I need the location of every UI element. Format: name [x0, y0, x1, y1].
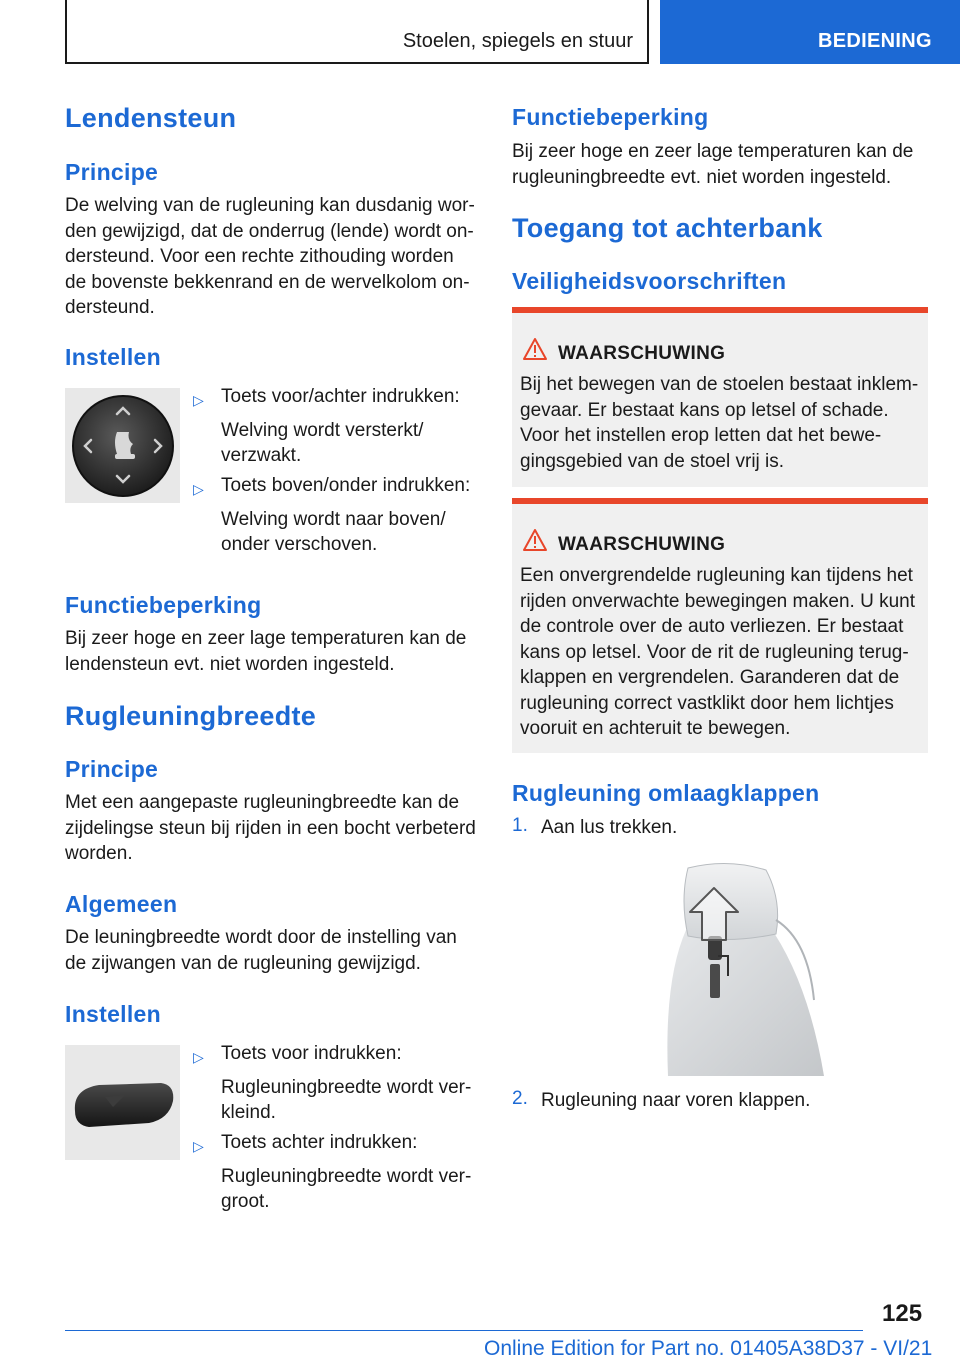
text-line: Bij zeer hoge en zeer lage temperaturen kan de: [512, 141, 914, 162]
text-line: rugleuning correct vastklikt door hem lichtjes: [520, 692, 894, 714]
heading-lendensteun: Lendensteun: [65, 103, 237, 133]
width-switch-image: [65, 1045, 180, 1160]
text-line: de zijwangen van de rugleuning gewijzigd.: [65, 952, 421, 974]
warning-triangle-icon: [522, 337, 548, 361]
bullet-label: Toets voor indrukken:: [221, 1043, 402, 1064]
text-line: De leuningbreedte wordt door de instelling van: [65, 927, 457, 948]
paragraph-algemeen: [65, 925, 457, 976]
text-line: dersteund.: [65, 297, 155, 318]
step-number: 2.: [512, 1088, 528, 1109]
lumbar-switch-image: [65, 388, 180, 503]
bullet-icon: ▷: [193, 1138, 204, 1154]
bullet-result-line: kleind.: [221, 1102, 276, 1123]
bullet-label: Toets voor/achter indrukken:: [221, 386, 460, 407]
bullet-item: [221, 1041, 481, 1126]
bullet-result-line: Rugleuningbreedte wordt ver-: [221, 1165, 472, 1187]
heading-toegang-achterbank: Toegang tot achterbank: [512, 213, 823, 243]
heading-algemeen: Algemeen: [65, 891, 178, 917]
footer-divider: [65, 1330, 863, 1331]
heading-veiligheidsvoorschriften: Veiligheidsvoorschriften: [512, 268, 787, 294]
heading-principe-1: Principe: [65, 159, 159, 185]
step-text: Aan lus trekken.: [541, 817, 678, 838]
heading-functiebeperking-1: Functiebeperking: [65, 592, 262, 618]
step-number: 1.: [512, 815, 528, 836]
bullet-label: Toets achter indrukken:: [221, 1132, 418, 1153]
step-text: Rugleuning naar voren klappen.: [541, 1090, 811, 1111]
text-line: vooruit en achteruit te bewegen.: [520, 718, 791, 739]
seat-backrest-release-icon: [568, 860, 832, 1076]
bullet-item: [221, 473, 481, 558]
heading-principe-2: Principe: [65, 756, 159, 782]
paragraph-lendensteun-principe: [65, 193, 475, 321]
text-line: Met een aangepaste rugleuningbreedte kan de: [65, 792, 460, 813]
text-line: Een onvergrendelde rugleuning kan tijdens het: [520, 565, 913, 586]
text-line: rijden onverwachte bewegingen maken. U kunt: [520, 590, 916, 612]
warning-title: WAARSCHUWING: [558, 534, 726, 555]
heading-rugleuning-omlaagklappen: Rugleuning omlaagklappen: [512, 780, 820, 806]
lumbar-four-way-switch-icon: [65, 388, 180, 503]
paragraph-rugleuningbreedte-principe: [65, 790, 476, 867]
text-line: gevaar. Er bestaat kans op letsel of schade.: [520, 399, 889, 421]
bullet-result-line: groot.: [221, 1191, 270, 1212]
seat-release-photo: [568, 860, 832, 1076]
warning-title: WAARSCHUWING: [558, 343, 726, 364]
text-line: worden.: [65, 843, 133, 864]
bullet-result-line: Welving wordt versterkt/: [221, 419, 424, 441]
bullet-result-line: verzwakt.: [221, 445, 302, 466]
warning-text: [520, 563, 924, 742]
text-line: rugleuningbreedte evt. niet worden ingesteld.: [512, 166, 892, 188]
text-line: zijdelingse steun bij rijden in een bocht verbeterd: [65, 817, 476, 839]
text-line: den gewijzigd, dat de onderrug (lende) wordt on-: [65, 220, 474, 242]
edition-footer[interactable]: Online Edition for Part no. 01405A38D37 - VI/21: [484, 1337, 933, 1360]
bullet-icon: ▷: [193, 392, 204, 408]
text-line: gingsgebied van de stoel vrij is.: [520, 450, 785, 472]
text-line: klappen en vergrendelen. Garanderen dat de: [520, 667, 900, 688]
heading-instellen-1: Instellen: [65, 344, 162, 370]
header-section-title: Stoelen, spiegels en stuur: [402, 30, 633, 52]
bullet-item: [221, 1130, 481, 1215]
heading-functiebeperking-2: Functiebeperking: [512, 104, 709, 130]
text-line: Bij zeer hoge en zeer lage temperaturen kan de: [65, 628, 467, 649]
text-line: lendensteun evt. niet worden ingesteld.: [65, 653, 395, 675]
warning-box-2: [512, 498, 928, 753]
bullet-icon: ▷: [193, 1049, 204, 1065]
bullet-result-line: Welving wordt naar boven/: [221, 508, 446, 530]
bullet-result-line: Rugleuningbreedte wordt ver-: [221, 1076, 472, 1098]
warning-triangle-icon: [522, 528, 548, 552]
heading-rugleuningbreedte: Rugleuningbreedte: [65, 701, 317, 731]
bullet-icon: ▷: [193, 481, 204, 497]
bullet-result-line: onder verschoven.: [221, 534, 378, 555]
text-line: De welving van de rugleuning kan dusdanig wor-: [65, 195, 475, 216]
page-number: 125: [882, 1300, 923, 1327]
text-line: dersteund. Voor een rechte zithouding worden: [65, 246, 454, 267]
text-line: de bovenste bekkenrand en de wervelkolom on-: [65, 271, 470, 293]
text-line: kans op letsel. Voor de rit de rugleuning terug-: [520, 641, 909, 663]
paragraph-functiebeperking-2: [512, 139, 913, 190]
header-section-box: [65, 0, 649, 64]
width-rocker-switch-icon: [65, 1045, 180, 1160]
warning-box-1: [512, 307, 928, 487]
text-line: de controle over de auto verliezen. Er bestaat: [520, 616, 904, 637]
text-line: Voor het instellen erop letten dat het bewe-: [520, 425, 882, 446]
paragraph-functiebeperking-1: [65, 626, 466, 677]
warning-text: [520, 372, 924, 474]
header-chapter-label: BEDIENING: [818, 30, 932, 52]
bullet-label: Toets boven/onder indrukken:: [221, 475, 471, 496]
heading-instellen-2: Instellen: [65, 1001, 162, 1027]
text-line: Bij het bewegen van de stoelen bestaat inklem-: [520, 374, 919, 395]
bullet-item: [221, 384, 481, 469]
